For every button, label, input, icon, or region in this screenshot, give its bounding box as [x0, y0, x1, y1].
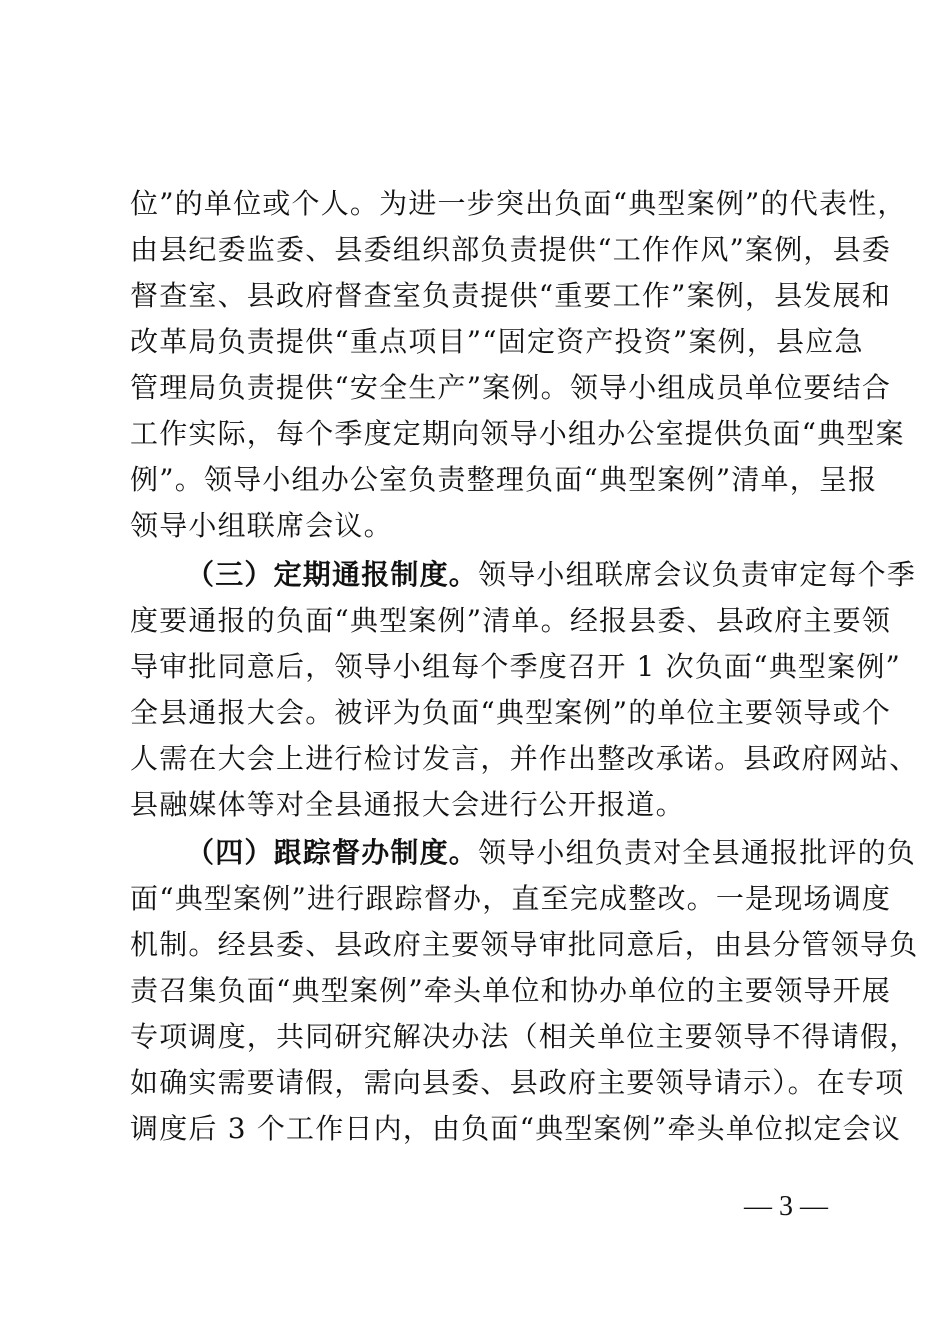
- paragraph-line: 督查室、县政府督查室负责提供“重要工作”案例，县发展和: [130, 279, 892, 312]
- paragraph-line: 县融媒体等对全县通报大会进行公开报道。: [130, 788, 685, 821]
- paragraph-line: 工作实际，每个季度定期向领导小组办公室提供负面“典型案: [130, 417, 905, 450]
- paragraph-line: 机制。经县委、县政府主要领导审批同意后，由县分管领导负: [130, 928, 919, 961]
- section-3-first-line-text: 领导小组联席会议负责审定每个季: [478, 558, 917, 591]
- paragraph-line: 领导小组联席会议。: [130, 509, 393, 542]
- paragraph-line: 管理局负责提供“安全生产”案例。领导小组成员单位要结合: [130, 371, 892, 404]
- section-3-heading: （三）定期通报制度。: [186, 558, 479, 591]
- paragraph-line: 导审批同意后，领导小组每个季度召开 1 次负面“典型案例”: [130, 650, 902, 683]
- paragraph-line: 位”的单位或个人。为进一步突出负面“典型案例”的代表性，: [130, 187, 907, 220]
- paragraph-line: 度要通报的负面“典型案例”清单。经报县委、县政府主要领: [130, 604, 892, 637]
- paragraph-line: 例”。领导小组办公室负责整理负面“典型案例”清单，呈报: [130, 463, 878, 496]
- paragraph-line: 面“典型案例”进行跟踪督办，直至完成整改。一是现场调度: [130, 882, 892, 915]
- paragraph-line: 全县通报大会。被评为负面“典型案例”的单位主要领导或个: [130, 696, 892, 729]
- paragraph-line: 调度后 3 个工作日内，由负面“典型案例”牵头单位拟定会议: [130, 1112, 902, 1145]
- paragraph-line: 改革局负责提供“重点项目”“固定资产投资”案例，县应急: [130, 325, 864, 358]
- section-4-heading: （四）跟踪督办制度。: [186, 836, 479, 869]
- section-4-first-line-text: 领导小组负责对全县通报批评的负: [478, 836, 917, 869]
- page-number: — 3 —: [744, 1191, 828, 1222]
- section-3-first-line: [186, 552, 917, 598]
- paragraph-line: 人需在大会上进行检讨发言，并作出整改承诺。县政府网站、: [130, 742, 919, 775]
- paragraph-line: 如确实需要请假，需向县委、县政府主要领导请示）。在专项: [130, 1066, 905, 1099]
- section-4-first-line: [186, 830, 917, 876]
- paragraph-line: 责召集负面“典型案例”牵头单位和协办单位的主要领导开展: [130, 974, 892, 1007]
- paragraph-line: 由县纪委监委、县委组织部负责提供“工作作风”案例，县委: [130, 233, 892, 266]
- paragraph-line: 专项调度，共同研究解决办法（相关单位主要领导不得请假，: [130, 1020, 919, 1053]
